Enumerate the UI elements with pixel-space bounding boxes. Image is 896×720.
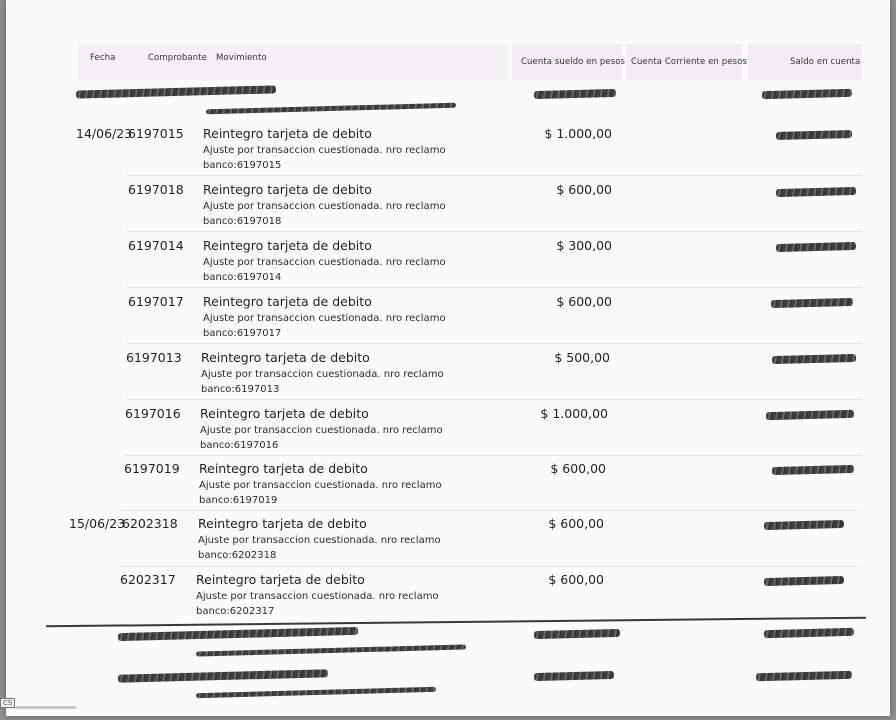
row-movimiento-title: Reintegro tarjeta de debito	[200, 406, 369, 421]
row-divider	[124, 455, 861, 456]
redacted-bottom-row-2-amount	[534, 671, 614, 681]
redacted-bottom-row-2-desc	[196, 687, 436, 698]
row-divider	[120, 566, 861, 567]
redacted-top-row-desc	[206, 103, 456, 115]
header-fecha: Fecha	[90, 53, 116, 63]
row-movimiento-title: Reintegro tarjeta de debito	[201, 350, 370, 365]
row-comprobante: 6197013	[126, 350, 182, 365]
row-movimiento-title: Reintegro tarjeta de debito	[203, 294, 372, 309]
row-movimiento-ref: banco:6197017	[203, 328, 282, 339]
row-importe: $ 600,00	[556, 182, 612, 197]
row-movimiento-ref: banco:6197016	[200, 440, 279, 451]
redacted-bottom-row-1-desc	[196, 644, 466, 656]
row-movimiento-desc: Ajuste por transaccion cuestionada. nro reclamo	[203, 313, 446, 324]
row-comprobante: 6197017	[128, 294, 184, 309]
row-divider	[126, 399, 861, 400]
row-comprobante: 6197014	[128, 238, 184, 253]
redacted-saldo	[764, 576, 844, 586]
header-bg-left	[78, 44, 508, 80]
row-divider	[122, 510, 861, 511]
section-rule	[46, 617, 866, 628]
row-comprobante: 6197018	[128, 182, 184, 197]
header-comprobante: Comprobante	[148, 53, 207, 63]
table-header	[78, 44, 862, 80]
row-movimiento-title: Reintegro tarjeta de debito	[203, 182, 372, 197]
row-movimiento-ref: banco:6197018	[203, 216, 282, 227]
row-movimiento-title: Reintegro tarjeta de debito	[196, 572, 365, 587]
row-comprobante: 6202318	[122, 516, 178, 531]
row-movimiento-ref: banco:6197019	[199, 495, 278, 506]
row-importe: $ 1.000,00	[540, 406, 608, 421]
redacted-saldo	[776, 130, 852, 140]
redacted-saldo	[776, 187, 856, 197]
redacted-bottom-row-1-amount	[534, 629, 620, 639]
redacted-saldo	[772, 465, 854, 475]
row-movimiento-desc: Ajuste por transaccion cuestionada. nro reclamo	[196, 591, 439, 602]
redacted-bottom-row-1-saldo	[764, 628, 854, 638]
row-movimiento-desc: Ajuste por transaccion cuestionada. nro reclamo	[203, 145, 446, 156]
redacted-bottom-row-1	[118, 627, 358, 641]
row-movimiento-title: Reintegro tarjeta de debito	[203, 126, 372, 141]
row-movimiento-desc: Ajuste por transaccion cuestionada. nro reclamo	[201, 369, 444, 380]
redacted-bottom-row-2	[118, 669, 328, 682]
row-movimiento-desc: Ajuste por transaccion cuestionada. nro reclamo	[203, 201, 446, 212]
row-movimiento-ref: banco:6202317	[196, 606, 275, 617]
footer-mark	[16, 706, 76, 709]
header-cuenta-corriente: Cuenta Corriente en pesos	[631, 57, 747, 67]
row-movimiento-title: Reintegro tarjeta de debito	[198, 516, 367, 531]
row-divider	[126, 343, 861, 344]
row-movimiento-desc: Ajuste por transaccion cuestionada. nro reclamo	[200, 425, 443, 436]
row-movimiento-ref: banco:6197013	[201, 384, 280, 395]
header-saldo: Saldo en cuenta	[790, 57, 861, 67]
row-movimiento-desc: Ajuste por transaccion cuestionada. nro reclamo	[199, 480, 442, 491]
redacted-saldo	[771, 298, 853, 308]
row-divider	[126, 175, 861, 176]
redacted-saldo	[764, 520, 844, 530]
row-comprobante: 6197016	[125, 406, 181, 421]
row-importe: $ 600,00	[556, 294, 612, 309]
camscanner-badge: CS	[0, 698, 15, 708]
row-movimiento-ref: banco:6197015	[203, 160, 282, 171]
row-fecha: 14/06/23	[76, 126, 133, 141]
row-movimiento-desc: Ajuste por transaccion cuestionada. nro reclamo	[198, 535, 441, 546]
header-cuenta-sueldo: Cuenta sueldo en pesos	[521, 57, 626, 67]
statement-page	[6, 0, 890, 716]
redacted-saldo	[766, 410, 854, 420]
redacted-saldo	[776, 242, 856, 252]
row-importe: $ 300,00	[556, 238, 612, 253]
redacted-top-row-left	[76, 85, 276, 98]
row-movimiento-desc: Ajuste por transaccion cuestionada. nro reclamo	[203, 257, 446, 268]
row-divider	[126, 287, 861, 288]
row-importe: $ 1.000,00	[544, 126, 612, 141]
redacted-bottom-row-2-saldo	[756, 671, 852, 682]
row-divider	[126, 231, 861, 232]
row-importe: $ 600,00	[548, 516, 604, 531]
redacted-top-row-saldo	[762, 89, 852, 99]
row-comprobante: 6197019	[124, 461, 180, 476]
row-comprobante: 6202317	[120, 572, 176, 587]
row-movimiento-title: Reintegro tarjeta de debito	[199, 461, 368, 476]
row-comprobante: 6197015	[128, 126, 184, 141]
row-movimiento-title: Reintegro tarjeta de debito	[203, 238, 372, 253]
row-movimiento-ref: banco:6197014	[203, 272, 282, 283]
row-movimiento-ref: banco:6202318	[198, 550, 277, 561]
row-fecha: 15/06/23	[69, 516, 126, 531]
redacted-top-row-amount	[534, 89, 616, 99]
row-importe: $ 600,00	[548, 572, 604, 587]
row-importe: $ 500,00	[554, 350, 610, 365]
header-movimiento: Movimiento	[216, 53, 267, 63]
redacted-saldo	[772, 354, 856, 364]
row-importe: $ 600,00	[550, 461, 606, 476]
